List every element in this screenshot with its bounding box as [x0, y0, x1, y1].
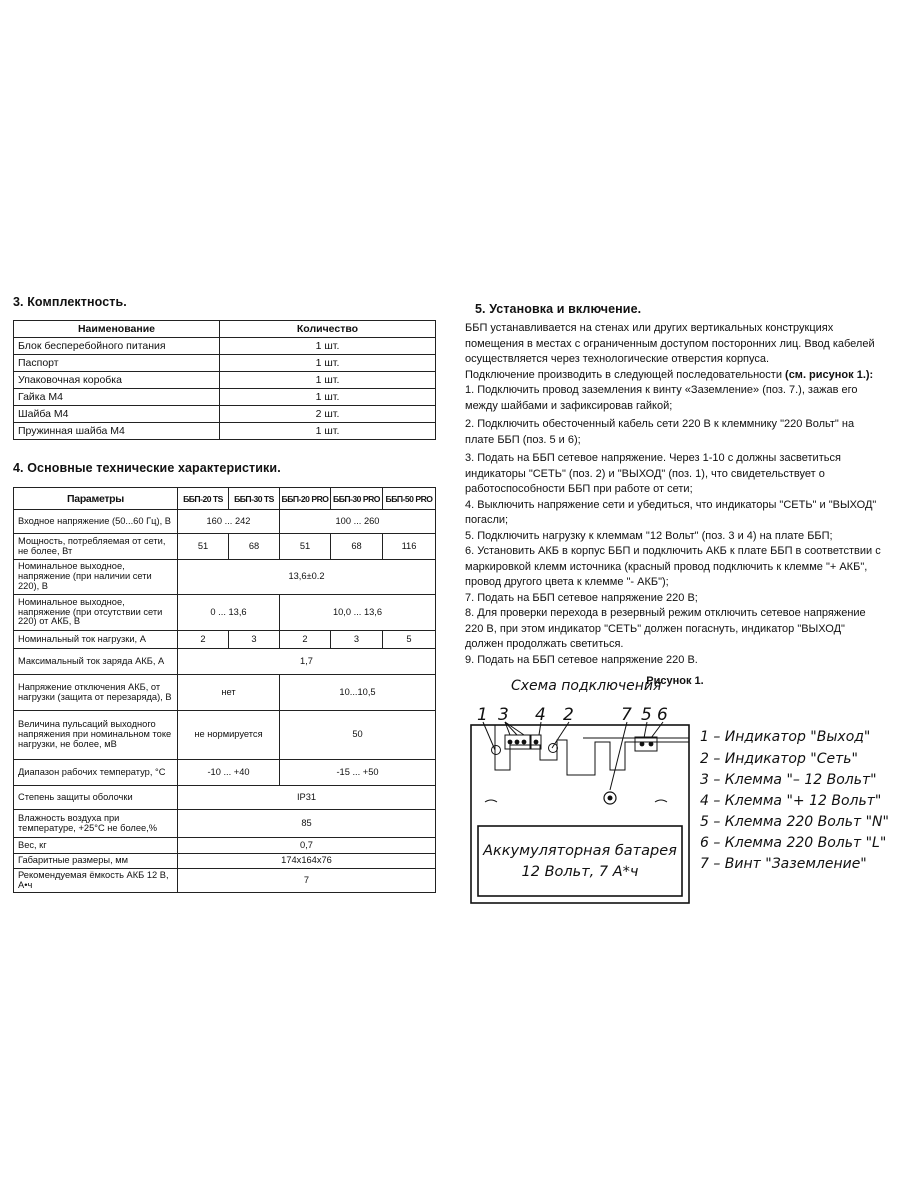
tech-value: 174x164x76	[178, 854, 436, 869]
indicator-output	[492, 746, 501, 755]
tech-value: 2	[280, 631, 331, 649]
install-step: 7. Подать на ББП сетевое напряжение 220 В;	[465, 591, 698, 604]
tech-value: 10...10,5	[280, 675, 436, 711]
tech-value: 116	[383, 534, 436, 560]
tech-param: Номинальное выходное, напряжение (при наличии сети 220), В	[14, 560, 178, 595]
tech-table	[13, 487, 436, 893]
tech-param: Входное напряжение (50...60 Гц), В	[14, 510, 178, 534]
mounting-holes	[485, 800, 667, 802]
legend-item: 4 – Клемма "+ 12 Вольт"	[700, 793, 882, 809]
table-row	[14, 711, 436, 760]
tech-header-model: ББП-50 PRO	[383, 488, 436, 510]
table-row	[14, 355, 436, 372]
table-row	[14, 838, 436, 854]
kit-header-qty: Количество	[220, 321, 436, 338]
install-order	[465, 368, 885, 384]
connection-scheme	[465, 670, 695, 910]
tech-header-model: ББП-30 TS	[229, 488, 280, 510]
indicator-network	[549, 744, 558, 753]
kit-item-name: Блок бесперебойного питания	[14, 338, 220, 355]
tech-value: 160 ... 242	[178, 510, 280, 534]
table-row	[14, 631, 436, 649]
tech-value: 2	[178, 631, 229, 649]
tech-header-model: ББП-20 TS	[178, 488, 229, 510]
install-intro: ББП устанавливается на стенах или других вертикальных конструкциях помещения в местах с ограниченным доступом посторонних лиц. Ввод кабелей осуществляется через технологические отверстия корпуса.	[465, 322, 875, 365]
label-2: 2	[563, 705, 574, 725]
table-row	[14, 595, 436, 631]
pcb-outline	[495, 725, 689, 775]
tech-value: 85	[178, 810, 436, 838]
kit-item-qty: 1 шт.	[220, 338, 436, 355]
tech-param: Номинальное выходное, напряжение (при отсутствии сети 220) от АКБ, В	[14, 595, 178, 631]
tech-header-model: ББП-20 PRO	[280, 488, 331, 510]
install-step: 2. Подключить обесточенный кабель сети 220 В к клеммнику "220 Вольт" на плате ББП (поз. 5 и 6);	[465, 418, 855, 446]
table-row	[14, 760, 436, 786]
battery-label-line1: Аккумуляторная батарея	[483, 843, 677, 859]
label-4: 4	[535, 705, 546, 725]
label-1: 1	[477, 705, 488, 725]
install-section-title: 5. Установка и включение.	[475, 302, 642, 316]
install-order-ref: (см. рисунок 1.):	[785, 368, 874, 381]
table-row	[14, 869, 436, 893]
install-step: 8. Для проверки перехода в резервный режим отключить сетевое напряжение 220 В, при этом индикатор "СЕТЬ" должен погаснуть, индикатор "ВЫХОД" должен продолжать светиться.	[465, 607, 866, 650]
tech-section-title: 4. Основные технические характеристики.	[13, 461, 281, 475]
legend-item: 1 – Индикатор "Выход"	[700, 729, 871, 745]
left-column	[13, 295, 436, 893]
kit-item-qty: 2 шт.	[220, 406, 436, 423]
kit-item-name: Шайба М4	[14, 406, 220, 423]
tech-value: 7	[178, 869, 436, 893]
install-step: 3. Подать на ББП сетевое напряжение. Через 1-10 с должны засветиться индикаторы "СЕТЬ" (поз. 2) и "ВЫХОД" (поз. 1), что свидетельствует о работоспособности ББП при работе от сети;	[465, 452, 841, 495]
tech-param: Габаритные размеры, мм	[14, 854, 178, 869]
table-row	[14, 675, 436, 711]
kit-item-qty: 1 шт.	[220, 389, 436, 406]
tech-param: Мощность, потребляемая от сети, не более, Вт	[14, 534, 178, 560]
kit-item-qty: 1 шт.	[220, 372, 436, 389]
ground-screw	[604, 792, 616, 804]
tech-value: 5	[383, 631, 436, 649]
right-column	[465, 302, 885, 687]
install-order-text: Подключение производить в следующей последовательности	[465, 368, 786, 381]
legend-item: 5 – Клемма 220 Вольт "N"	[700, 814, 889, 830]
tech-value: 10,0 ... 13,6	[280, 595, 436, 631]
kit-item-qty: 1 шт.	[220, 423, 436, 440]
terminal-220v	[635, 737, 657, 751]
label-6: 6	[657, 705, 668, 725]
kit-item-name: Пружинная шайба М4	[14, 423, 220, 440]
table-row	[14, 810, 436, 838]
table-row	[14, 534, 436, 560]
battery-outline	[478, 826, 682, 896]
kit-header-name: Наименование	[14, 321, 220, 338]
table-row	[14, 560, 436, 595]
tech-value: 51	[280, 534, 331, 560]
tech-value: 51	[178, 534, 229, 560]
label-5: 5	[641, 705, 652, 725]
tech-value: не нормируется	[178, 711, 280, 760]
tech-param: Величина пульсаций выходного напряжения при номинальном токе нагрузки, не более, мВ	[14, 711, 178, 760]
tech-value: 3	[331, 631, 383, 649]
tech-value: IP31	[178, 786, 436, 810]
tech-header-model: ББП-30 PRO	[331, 488, 383, 510]
battery-label-line2: 12 Вольт, 7 А*ч	[521, 864, 639, 880]
table-row	[14, 338, 436, 355]
table-row	[14, 786, 436, 810]
kit-header-row	[14, 321, 436, 338]
table-row	[14, 854, 436, 869]
table-row	[14, 423, 436, 440]
legend-item: 6 – Клемма 220 Вольт "L"	[700, 835, 887, 851]
tech-value: 68	[229, 534, 280, 560]
install-step: 1. Подключить провод заземления к винту «Заземление» (поз. 7.), зажав его между шайбами и зафиксировав гайкой;	[465, 384, 858, 412]
tech-value: нет	[178, 675, 280, 711]
tech-param: Влажность воздуха при температуре, +25°С не более,%	[14, 810, 178, 838]
legend-item: 3 – Клемма "– 12 Вольт"	[700, 772, 877, 788]
table-row	[14, 372, 436, 389]
label-3: 3	[498, 705, 509, 725]
table-row	[14, 406, 436, 423]
tech-value: 3	[229, 631, 280, 649]
kit-section-title: 3. Комплектность.	[13, 295, 127, 309]
tech-param: Вес, кг	[14, 838, 178, 854]
tech-value: 50	[280, 711, 436, 760]
install-step: 4. Выключить напряжение сети и убедиться, что индикаторы "СЕТЬ" и "ВЫХОД" погасли;	[465, 498, 877, 526]
tech-header-row	[14, 488, 436, 510]
table-row	[14, 649, 436, 675]
tech-param: Напряжение отключения АКБ, от нагрузки (защита от перезаряда), В	[14, 675, 178, 711]
tech-param: Рекомендуемая ёмкость АКБ 12 В, А•ч	[14, 869, 178, 893]
tech-value: 100 ... 260	[280, 510, 436, 534]
kit-item-name: Паспорт	[14, 355, 220, 372]
tech-value: 0,7	[178, 838, 436, 854]
tech-param: Степень защиты оболочки	[14, 786, 178, 810]
table-row	[14, 389, 436, 406]
tech-param: Номинальный ток нагрузки, А	[14, 631, 178, 649]
label-7: 7	[621, 705, 632, 725]
install-step: 9. Подать на ББП сетевое напряжение 220 В.	[465, 653, 698, 666]
install-step: 5. Подключить нагрузку к клеммам "12 Вольт" (поз. 3 и 4) на плате ББП;	[465, 529, 833, 542]
tech-value: -10 ... +40	[178, 760, 280, 786]
kit-item-name: Гайка М4	[14, 389, 220, 406]
tech-value: 13,6±0.2	[178, 560, 436, 595]
kit-table	[13, 320, 436, 440]
legend-item: 7 – Винт "Заземление"	[700, 856, 867, 872]
figure-title: Рисунок 1.	[646, 675, 704, 687]
install-step: 6. Установить АКБ в корпус ББП и подключить АКБ к плате ББП в соответствии с маркировкой клемм источника (красный провод подключить к клемме "+ АКБ", провод другого цвета к клемме "- АКБ");	[465, 545, 881, 588]
tech-value: -15 ... +50	[280, 760, 436, 786]
scheme-title: Схема подключения	[511, 678, 662, 694]
kit-item-qty: 1 шт.	[220, 355, 436, 372]
tech-value: 68	[331, 534, 383, 560]
tech-value: 0 ... 13,6	[178, 595, 280, 631]
tech-param: Максимальный ток заряда АКБ, А	[14, 649, 178, 675]
tech-header-param: Параметры	[14, 488, 178, 510]
tech-value: 1,7	[178, 649, 436, 675]
tech-param: Диапазон рабочих температур, °С	[14, 760, 178, 786]
kit-item-name: Упаковочная коробка	[14, 372, 220, 389]
legend-item: 2 – Индикатор "Сеть"	[700, 751, 858, 767]
table-row	[14, 510, 436, 534]
